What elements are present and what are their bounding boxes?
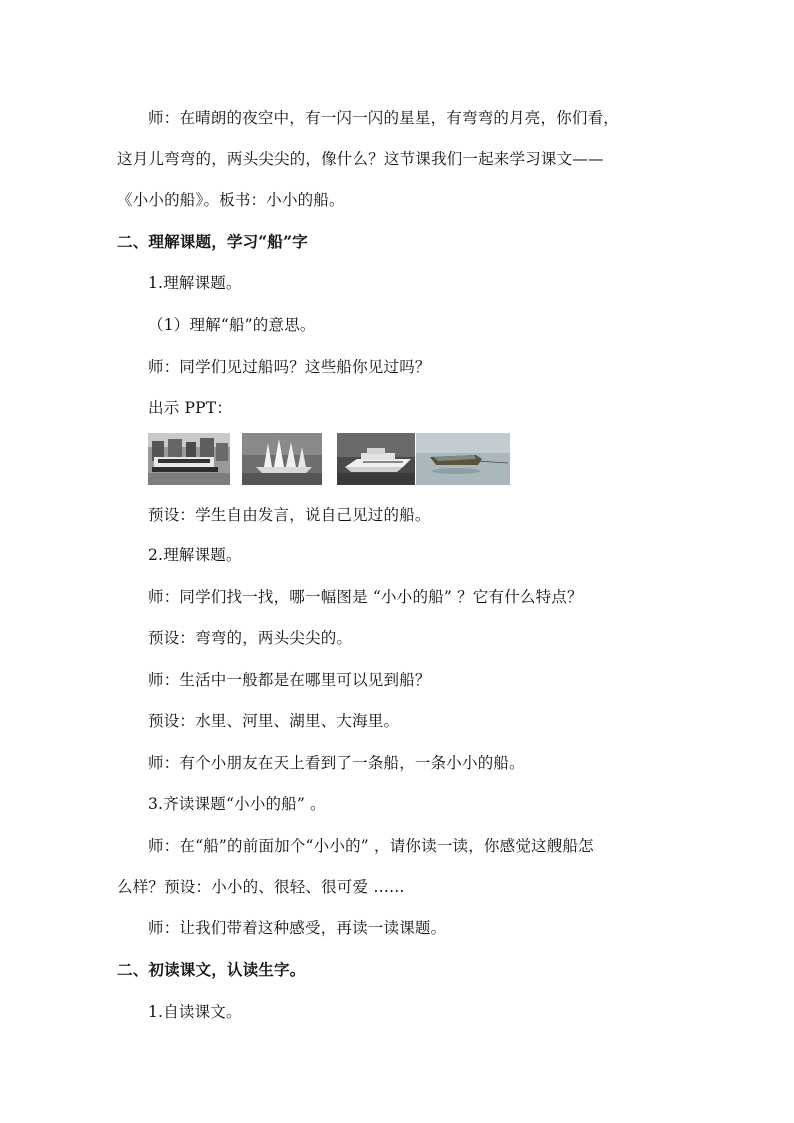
cruise-ship-photo xyxy=(337,433,415,485)
section-heading-2: 二、初读课文，认读生字。 xyxy=(117,960,306,979)
paragraph-3: 《小小的船》。板书：小小的船。 xyxy=(117,191,345,209)
paragraph-11: 预设：弯弯的，两头尖尖的。 xyxy=(148,629,353,647)
ferry-photo xyxy=(148,433,230,485)
paragraph-13: 预设：水里、河里、湖里、大海里。 xyxy=(148,712,400,730)
paragraph-1: 师：在晴朗的夜空中，有一闪一闪的星星，有弯弯的月亮，你们看， xyxy=(148,109,620,127)
rowboat-photo xyxy=(416,433,510,485)
boat-photos xyxy=(148,433,512,487)
paragraph-17: 么样？预设：小小的、很轻、很可爱 …… xyxy=(117,878,405,896)
paragraph-2: 这月儿弯弯的，两头尖尖的，像什么？这节课我们一起来学习课文—— xyxy=(117,150,604,168)
paragraph-4: 1.理解课题。 xyxy=(148,274,242,292)
paragraph-19: 1.自读课文。 xyxy=(148,1003,242,1021)
paragraph-16: 师：在“船”的前面加个“小小的” ，请你读一读，你感觉这艘船怎 xyxy=(148,837,594,855)
paragraph-5: （1）理解“船”的意思。 xyxy=(148,316,316,334)
paragraph-10: 师：同学们找一找，哪一幅图是 “小小的船” ？它有什么特点？ xyxy=(148,588,583,606)
paragraph-6: 师：同学们见过船吗？这些船你见过吗？ xyxy=(148,358,431,376)
section-heading-1: 二、理解课题，学习“船”字 xyxy=(117,232,308,251)
paragraph-15: 3.齐读课题“小小的船” 。 xyxy=(148,795,326,813)
paragraph-12: 师：生活中一般都是在哪里可以见到船？ xyxy=(148,671,431,689)
paragraph-8: 预设：学生自由发言，说自己见过的船。 xyxy=(148,506,431,524)
paragraph-14: 师：有个小朋友在天上看到了一条船，一条小小的船。 xyxy=(148,754,525,772)
paragraph-7: 出示 PPT： xyxy=(148,399,233,417)
paragraph-18: 师：让我们带着这种感受，再读一读课题。 xyxy=(148,919,447,937)
paragraph-9: 2.理解课题。 xyxy=(148,546,242,564)
sailing-ship-photo xyxy=(242,433,322,485)
